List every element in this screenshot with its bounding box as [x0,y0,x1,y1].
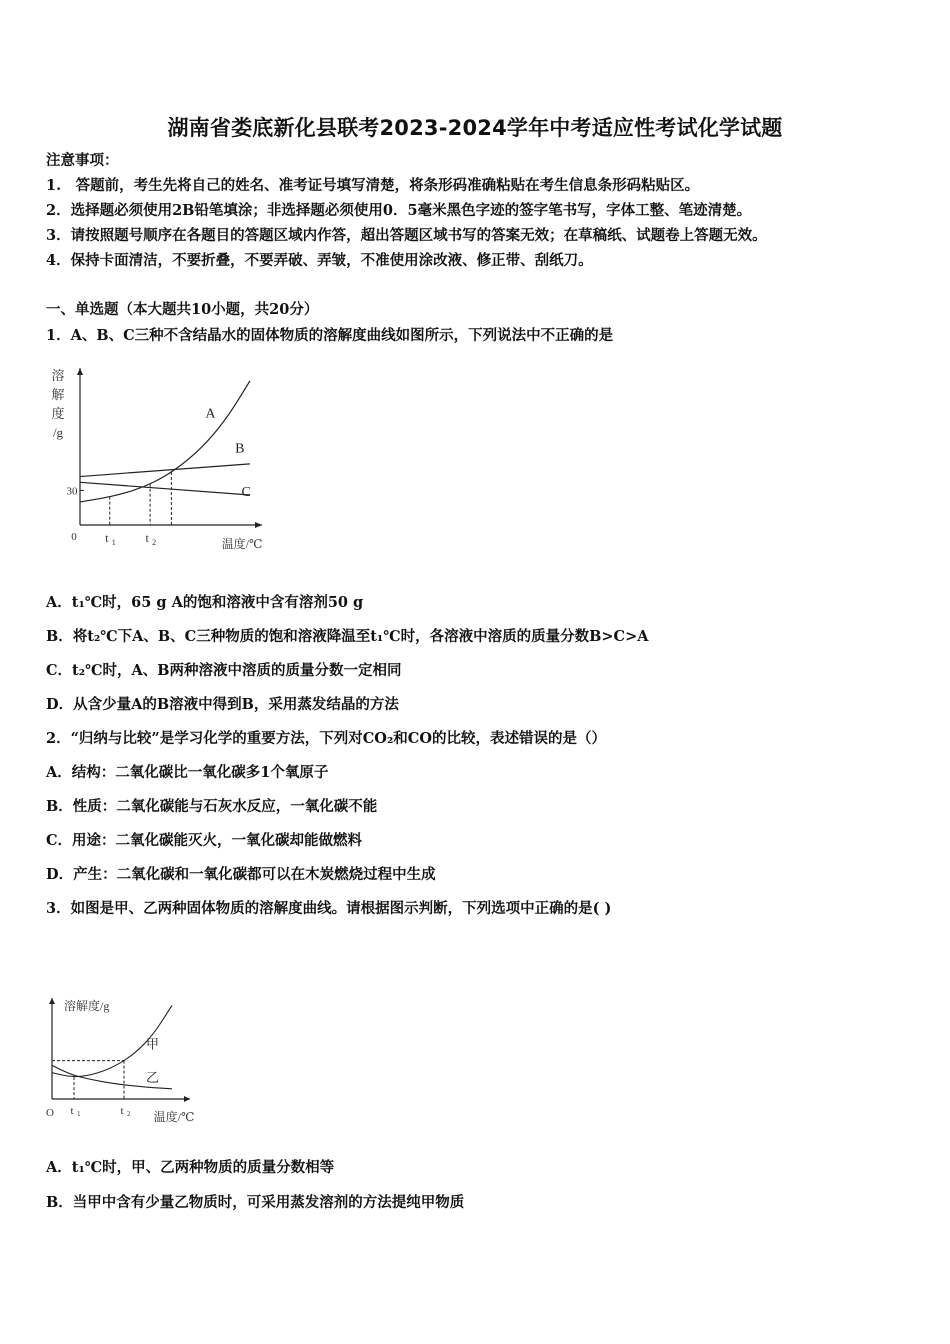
q1-option-a: A．t₁℃时，65 g A的饱和溶液中含有溶剂50 g [46,594,364,611]
y-axis-label: 溶解度/g [64,999,110,1013]
x-tick-label-t2: t [120,1105,124,1117]
x-tick-label-t1-sub: 1 [111,538,116,547]
x-tick-label-t1: t [105,531,109,545]
notice-1: 1. 答题前，考生先将自己的姓名、准考证号填写清楚，将条形码准确粘贴在考生信息条形码粘贴区。 [46,177,700,194]
notice-2: 2．选择题必须使用2B铅笔填涂；非选择题必须使用0．5毫米黑色字迹的签字笔书写，字体工整、笔迹清楚。 [46,202,752,219]
q3-option-a: A．t₁℃时，甲、乙两种物质的质量分数相等 [46,1159,335,1176]
series-C-label: C [241,485,251,501]
x-axis-label: 温度/℃ [221,537,263,551]
x-tick-label-t2-sub: 2 [127,1110,131,1118]
y-tick-label: 30 [66,485,78,498]
q1-stem: 1．A、B、C三种不含结晶水的固体物质的溶解度曲线如图所示，下列说法中不正确的是 [46,327,614,344]
series-A-label: A [205,406,216,422]
series-B-label: B [235,441,245,457]
y-axis-label-part: /g [52,425,64,440]
x-tick-label-t2-sub: 2 [152,538,157,547]
x-tick-label-t1-sub: 1 [77,1110,81,1118]
y-axis-arrow [77,368,83,375]
q3-solubility-chart [40,992,220,1132]
x-axis-label: 温度/℃ [153,1110,195,1124]
q1-option-c: C．t₂℃时，A、B两种溶液中溶质的质量分数一定相同 [46,662,402,679]
series-yi-label: 乙 [146,1070,160,1086]
chart1-axes [51,368,262,551]
q2-stem: 2．“归纳与比较”是学习化学的重要方法，下列对CO₂和CO的比较，表述错误的是（） [46,730,606,747]
q3-stem: 3．如图是甲、乙两种固体物质的溶解度曲线。请根据图示判断，下列选项中正确的是( ) [46,900,612,917]
series-jia-label: 甲 [146,1036,160,1052]
y-axis-arrow [49,998,55,1004]
doc-title: 湖南省娄底新化县联考2023-2024学年中考适应性考试化学试题 [167,116,783,140]
notice-heading: 注意事项： [46,152,119,169]
y-axis-label-part: 解 [51,387,65,402]
y-axis-label-part: 溶 [51,368,65,383]
x-tick-label-t2: t [145,531,149,545]
notice-4: 4．保持卡面清洁，不要折叠，不要弄破、弄皱，不准使用涂改液、修正带、刮纸刀。 [46,252,593,269]
q2-option-b: B．性质：二氧化碳能与石灰水反应，一氧化碳不能 [46,798,378,815]
q2-option-a: A．结构：二氧化碳比一氧化碳多1个氧原子 [46,764,329,781]
q1-solubility-chart [44,358,274,558]
q3-option-b: B．当甲中含有少量乙物质时，可采用蒸发溶剂的方法提纯甲物质 [46,1194,465,1211]
x-axis-arrow [255,522,262,528]
notice-3: 3．请按照题号顺序在各题目的答题区域内作答，超出答题区域书写的答案无效；在草稿纸、试题卷上答题无效。 [46,227,767,244]
q2-option-c: C．用途：二氧化碳能灭火，一氧化碳却能做燃料 [46,832,363,849]
origin-label: 0 [71,531,77,543]
series-C-line [80,482,250,495]
y-axis-label-part: 度 [51,406,65,421]
q1-option-d: D．从含少量A的B溶液中得到B，采用蒸发结晶的方法 [46,696,399,713]
x-axis-arrow [184,1096,190,1102]
origin-label: O [46,1107,54,1119]
x-tick-label-t1: t [70,1105,74,1117]
q1-option-b: B．将t₂℃下A、B、C三种物质的饱和溶液降温至t₁℃时，各溶液中溶质的质量分数B>C>A [46,628,649,645]
q2-option-d: D．产生：二氧化碳和一氧化碳都可以在木炭燃烧过程中生成 [46,866,436,883]
section-heading: 一、单选题（本大题共10小题，共20分） [46,301,319,318]
series-B-line [80,464,250,477]
